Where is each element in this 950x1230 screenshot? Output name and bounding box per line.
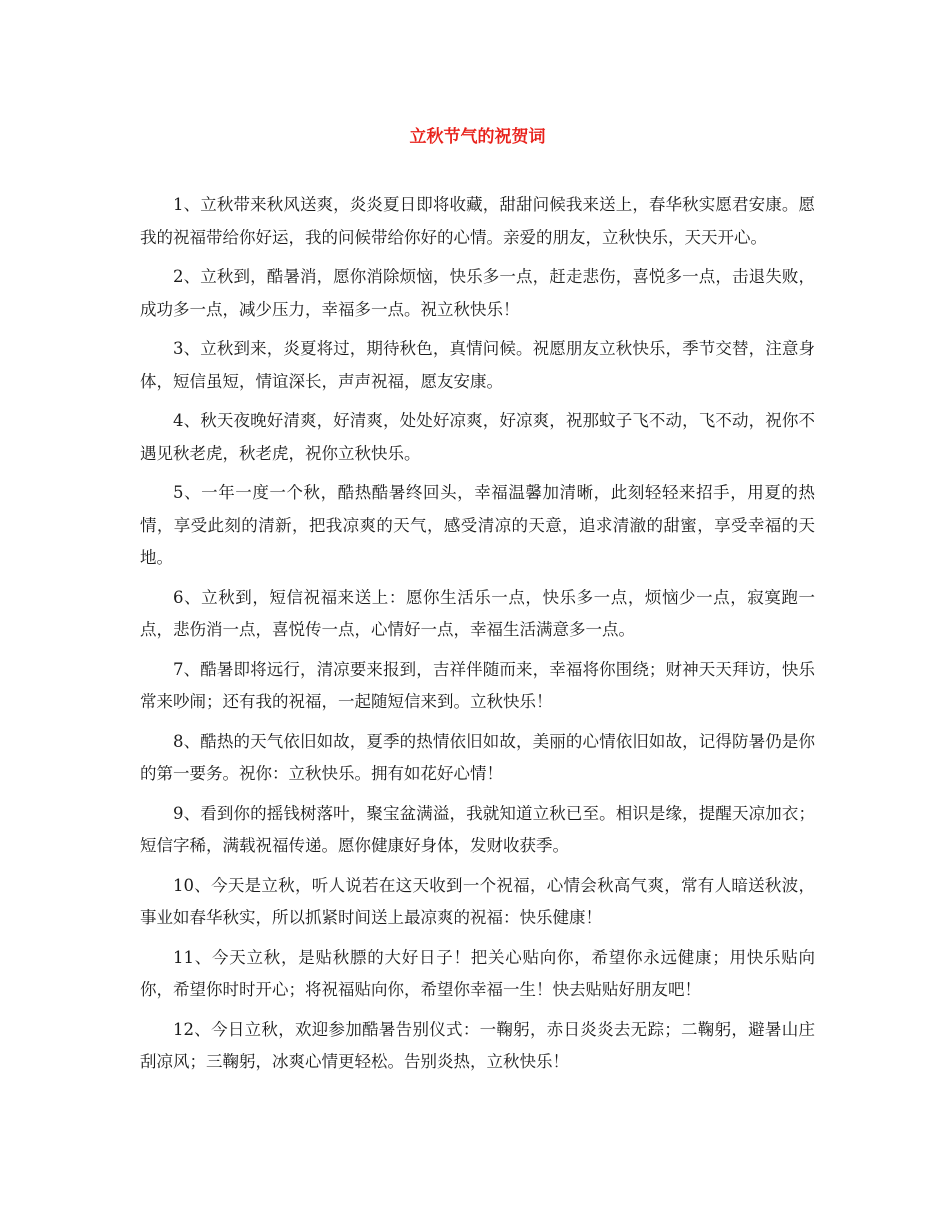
paragraph: 4、秋天夜晚好清爽，好清爽，处处好凉爽，好凉爽，祝那蚊子飞不动，飞不动，祝你不遇见秋老虎，秋老虎，祝你立秋快乐。 — [140, 411, 815, 463]
paragraph: 6、立秋到，短信祝福来送上：愿你生活乐一点，快乐多一点，烦恼少一点，寂寞跑一点，悲伤消一点，喜悦传一点，心情好一点，幸福生活满意多一点。 — [140, 587, 815, 639]
paragraph: 5、一年一度一个秋，酷热酷暑终回头，幸福温馨加清晰，此刻轻轻来招手，用夏的热情，享受此刻的清新，把我凉爽的天气，感受清凉的天意，追求清澈的甜蜜，享受幸福的天地。 — [140, 483, 815, 567]
paragraph: 3、立秋到来，炎夏将过，期待秋色，真情问候。祝愿朋友立秋快乐，季节交替，注意身体，短信虽短，情谊深长，声声祝福，愿友安康。 — [140, 339, 815, 391]
paragraph: 10、今天是立秋，听人说若在这天收到一个祝福，心情会秋高气爽，常有人暗送秋波，事业如春华秋实，所以抓紧时间送上最凉爽的祝福：快乐健康！ — [140, 875, 815, 927]
paragraph: 9、看到你的摇钱树落叶，聚宝盆满溢，我就知道立秋已至。相识是缘，提醒天凉加衣；短信字稀，满载祝福传递。愿你健康好身体，发财收获季。 — [140, 803, 815, 855]
paragraph: 2、立秋到，酷暑消，愿你消除烦恼，快乐多一点，赶走悲伤，喜悦多一点，击退失败，成功多一点，减少压力，幸福多一点。祝立秋快乐！ — [140, 267, 815, 319]
document-title: 立秋节气的祝贺词 — [409, 127, 546, 147]
paragraph: 1、立秋带来秋风送爽，炎炎夏日即将收藏，甜甜问候我来送上，春华秋实愿君安康。愿我的祝福带给你好运，我的问候带给你好的心情。亲爱的朋友，立秋快乐，天天开心。 — [140, 195, 815, 247]
paragraph: 11、今天立秋，是贴秋膘的大好日子！把关心贴向你，希望你永远健康；用快乐贴向你，希望你时时开心；将祝福贴向你，希望你幸福一生！快去贴贴好朋友吧！ — [140, 947, 815, 999]
paragraph: 12、今日立秋，欢迎参加酷暑告别仪式：一鞠躬，赤日炎炎去无踪；二鞠躬，避暑山庄刮凉风；三鞠躬，冰爽心情更轻松。告别炎热，立秋快乐！ — [140, 1019, 815, 1071]
document-body — [140, 189, 815, 1079]
paragraph: 8、酷热的天气依旧如故，夏季的热情依旧如故，美丽的心情依旧如故，记得防暑仍是你的第一要务。祝你：立秋快乐。拥有如花好心情！ — [140, 731, 815, 783]
paragraph: 7、酷暑即将远行，清凉要来报到，吉祥伴随而来，幸福将你围绕；财神天天拜访，快乐常来吵闹；还有我的祝福，一起随短信来到。立秋快乐！ — [140, 659, 815, 711]
